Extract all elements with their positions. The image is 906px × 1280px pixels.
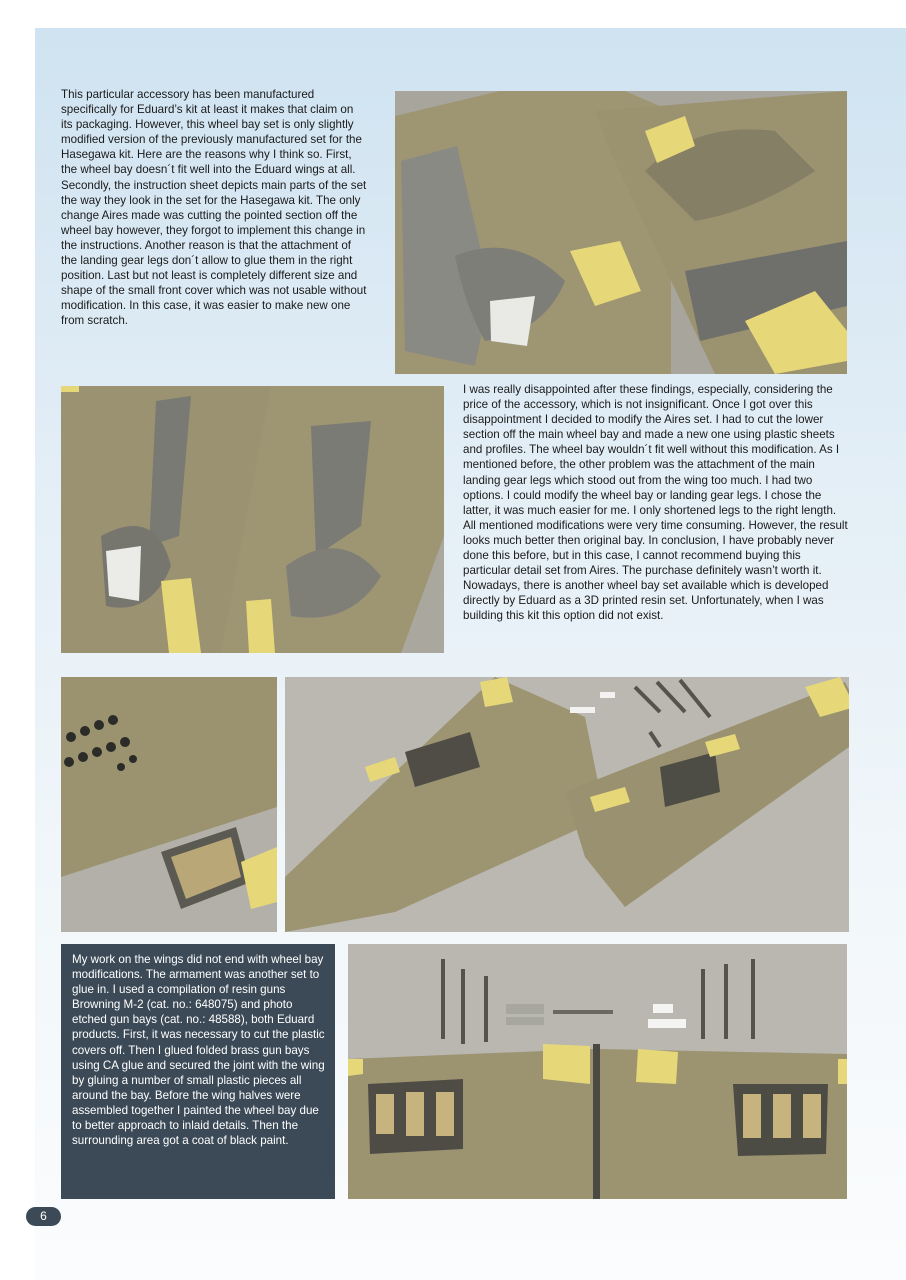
photo-wing-underside-wheel-bays: [61, 386, 444, 653]
armament-paragraph: My work on the wings did not end with wheel bay modifications. The armament was another set to glue in. I used a compilation of resin guns Browning M-2 (cat. no.: 648075) and photo etched gun bays (cat. no.: 48588), both Eduard products. First, it was necessary to cut the plastic covers off. Then I glued folded brass gun bays using CA glue and secured the joint with the wing by gluing a number of small plastic pieces all around the bay. Before the wing halves were assembled together I painted the wheel bay due to better approach to inlaid details. Then the surrounding area got a coat of black paint.: [72, 953, 325, 1148]
photo-wings-gun-bays-installed: [348, 944, 847, 1199]
photo-wing-gun-bay-part: [61, 677, 277, 932]
page-number: 6: [26, 1207, 61, 1226]
intro-paragraph: This particular accessory has been manufactured specifically for Eduard’s kit at least it makes that claim on its packaging. However, this wheel bay set is only slightly modified version of the previously manufactured set for the Hasegawa kit. Here are the reasons why I think so. First, the wheel bay doesn´t fit well into the Eduard wings at all. Secondly, the instruction sheet depicts main parts of the set the way they look in the set for the Hasegawa kit. The only change Aires made was cutting the pointed section off the wheel bay however, they forgot to implement this change in the instructions. Another reason is that the attachment of the landing gear legs don´t allow to glue them in the right position. Last but not least is completely different size and shape of the small front cover which was not usable without modification. In this case, it was easier to make new one from scratch.: [61, 88, 367, 328]
photo-wheel-bay-wing-halves: [395, 91, 847, 374]
photo-wings-with-guns: [285, 677, 849, 932]
middle-paragraph: I was really disappointed after these findings, especially, considering the price of the accessory, which is not insignificant. Once I got over this disappointment I decided to modify the Aires set. I had to cut the lower section off the main wheel bay and made a new one using plastic sheets and profiles. The wheel bay wouldn´t fit well without this modification. As I mentioned before, the other problem was the attachment of the main landing gear legs which stood out from the wing too much. I had two options. I could modify the wheel bay or landing gear legs. I chose the latter, it was much easier for me. I only shortened legs to the right length. All mentioned modifications were very time consuming. However, the result looks much better then original bay. In conclusion, I have probably never done this before, but in this case, I cannot recommend buying this particular detail set from Aires. The purchase definitely wasn’t worth it. Nowadays, there is another wheel bay set available which is developed directly by Eduard as a 3D printed resin set. Unfortunately, when I was building this kit this option did not exist.: [463, 383, 848, 623]
